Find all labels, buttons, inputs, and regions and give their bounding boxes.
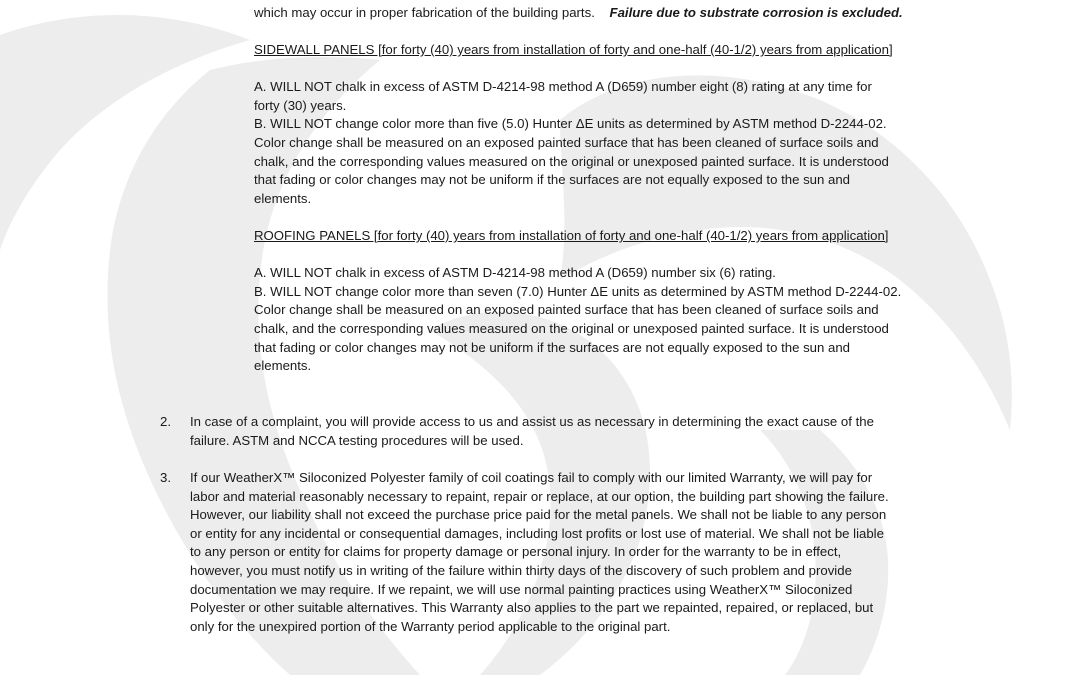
roofing-panels-heading: ROOFING PANELS [for forty (40) years from installation of forty and one-half (40-1/2) years from application] [254,228,889,243]
item-line: to any person or entity for claims for property damage or personal injury. In order for the warranty to be in effect, [190,544,842,560]
sidewall-line: that fading or color changes may not be uniform if the surfaces are not equally exposed to the sun and [254,172,851,188]
item-line: failure. ASTM and NCCA testing procedures will be used. [190,432,524,448]
item-line: In case of a complaint, you will provide access to us and assist us as necessary in determining the exact cause of the [190,414,874,429]
sidewall-panels-section [254,41,893,208]
sidewall-line: forty (30) years. [254,97,347,113]
item-line: only for the unexpired portion of the Warranty period applicable to the original part. [190,618,671,634]
roofing-line: chalk, and the corresponding values measured on the original or unexposed painted surface. It is understood [254,320,889,336]
roofing-line: that fading or color changes may not be uniform if the surfaces are not equally exposed to the sun and [254,339,851,355]
roofing-line: Color change shall be measured on an exposed painted surface that has been cleaned of surface soils and [254,302,879,318]
sidewall-line: elements. [254,190,312,206]
item-line: However, our liability shall not exceed the purchase price paid for the metal panels. We shall not be liable to any person [190,507,887,523]
item-line: Polyester or other suitable alternatives. This Warranty also applies to the part we repainted, repaired, or replaced, but [190,600,874,616]
sidewall-line: B. WILL NOT change color more than five (5.0) Hunter ΔE units as determined by ASTM method D-2244-02. [254,116,887,132]
item-text [190,413,874,450]
sidewall-line: chalk, and the corresponding values measured on the original or unexposed painted surface. It is understood [254,153,889,169]
warranty-continuation [254,4,903,23]
item-number: 2. [160,414,171,429]
item-line: If our WeatherX™ Siloconized Polyester family of coil coatings fail to comply with our limited Warranty, we will pay for [190,470,873,485]
sidewall-panels-heading: SIDEWALL PANELS [for forty (40) years from installation of forty and one-half (40-1/2) years from application] [254,42,893,57]
roofing-line: elements. [254,358,312,374]
roofing-panels-section [254,227,901,376]
item-line: labor and material reasonably necessary to repaint, repair or replace, at our option, the building part showing the failure. [190,488,889,504]
roofing-line: B. WILL NOT change color more than seven (7.0) Hunter ΔE units as determined by ASTM method D-2244-02. [254,283,902,299]
item-line: documentation we may require. If we repaint, we will use normal painting practices using WeatherX™ Siloconized [190,581,853,597]
item-line: however, you must notify us in writing of the failure within thirty days of the discovery of such problem and provide [190,562,852,578]
item-number: 3. [160,470,171,485]
item-text [190,469,889,636]
roofing-line: A. WILL NOT chalk in excess of ASTM D-4214-98 method A (D659) number six (6) rating. [254,265,776,281]
item-line: or entity for any incidental or consequential damages, including lost profits or lost use of material. We shall not be liable [190,525,884,541]
sidewall-line: A. WILL NOT chalk in excess of ASTM D-4214-98 method A (D659) number eight (8) rating at any time for [254,79,872,95]
substrate-exclusion-note: Failure due to substrate corrosion is excluded. [609,5,903,20]
continuation-text: which may occur in proper fabrication of the building parts. [254,5,595,20]
sidewall-line: Color change shall be measured on an exposed painted surface that has been cleaned of surface soils and [254,134,879,150]
